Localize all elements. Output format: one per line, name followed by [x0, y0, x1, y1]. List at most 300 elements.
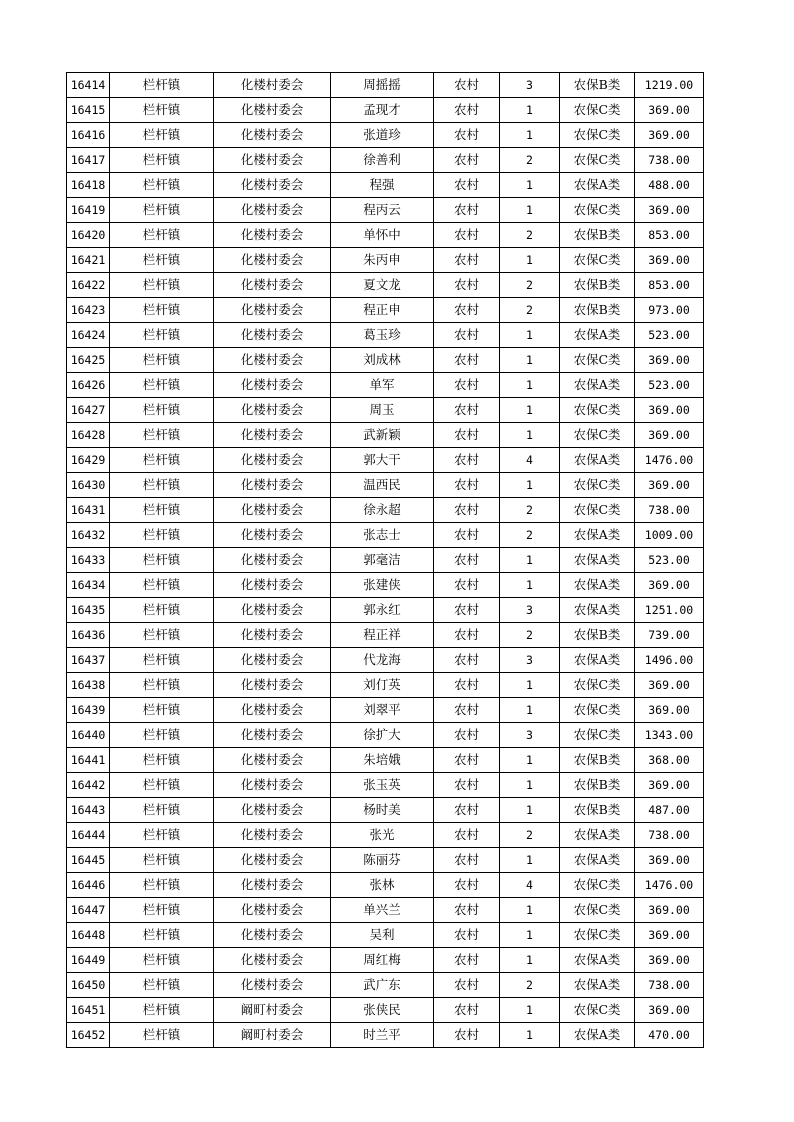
amount-cell: 369.00 — [635, 673, 704, 698]
name-cell: 刘仃英 — [331, 673, 434, 698]
table-row — [67, 948, 704, 973]
name-cell: 张志士 — [331, 523, 434, 548]
category-cell: 农保C类 — [560, 498, 635, 523]
amount-cell: 488.00 — [635, 173, 704, 198]
record-id-cell: 16451 — [67, 998, 110, 1023]
area-type-cell: 农村 — [434, 448, 500, 473]
amount-cell: 1219.00 — [635, 73, 704, 98]
area-type-cell: 农村 — [434, 73, 500, 98]
town-cell: 栏杆镇 — [110, 123, 214, 148]
town-cell: 栏杆镇 — [110, 148, 214, 173]
village-committee-cell: 化楼村委会 — [214, 973, 331, 998]
town-cell: 栏杆镇 — [110, 348, 214, 373]
category-cell: 农保C类 — [560, 998, 635, 1023]
table-row — [67, 848, 704, 873]
record-id-cell: 16418 — [67, 173, 110, 198]
name-cell: 张光 — [331, 823, 434, 848]
table-row — [67, 673, 704, 698]
household-count-cell: 2 — [500, 148, 560, 173]
name-cell: 张侠民 — [331, 998, 434, 1023]
table-row — [67, 448, 704, 473]
village-committee-cell: 化楼村委会 — [214, 73, 331, 98]
village-committee-cell: 化楼村委会 — [214, 848, 331, 873]
name-cell: 张林 — [331, 873, 434, 898]
table-row — [67, 598, 704, 623]
amount-cell: 739.00 — [635, 623, 704, 648]
village-committee-cell: 化楼村委会 — [214, 898, 331, 923]
category-cell: 农保A类 — [560, 373, 635, 398]
category-cell: 农保A类 — [560, 523, 635, 548]
village-committee-cell: 化楼村委会 — [214, 348, 331, 373]
village-committee-cell: 化楼村委会 — [214, 448, 331, 473]
record-id-cell: 16432 — [67, 523, 110, 548]
name-cell: 郭永红 — [331, 598, 434, 623]
area-type-cell: 农村 — [434, 723, 500, 748]
record-id-cell: 16443 — [67, 798, 110, 823]
category-cell: 农保A类 — [560, 573, 635, 598]
name-cell: 葛玉珍 — [331, 323, 434, 348]
table-row — [67, 498, 704, 523]
village-committee-cell: 化楼村委会 — [214, 748, 331, 773]
record-id-cell: 16436 — [67, 623, 110, 648]
table-row — [67, 873, 704, 898]
area-type-cell: 农村 — [434, 1023, 500, 1048]
record-id-cell: 16422 — [67, 273, 110, 298]
amount-cell: 369.00 — [635, 573, 704, 598]
area-type-cell: 农村 — [434, 548, 500, 573]
name-cell: 程丙云 — [331, 198, 434, 223]
category-cell: 农保C类 — [560, 898, 635, 923]
category-cell: 农保C类 — [560, 723, 635, 748]
table-row — [67, 98, 704, 123]
record-id-cell: 16414 — [67, 73, 110, 98]
household-count-cell: 3 — [500, 723, 560, 748]
village-committee-cell: 化楼村委会 — [214, 873, 331, 898]
town-cell: 栏杆镇 — [110, 823, 214, 848]
area-type-cell: 农村 — [434, 773, 500, 798]
name-cell: 时兰平 — [331, 1023, 434, 1048]
town-cell: 栏杆镇 — [110, 848, 214, 873]
name-cell: 张玉英 — [331, 773, 434, 798]
category-cell: 农保C类 — [560, 698, 635, 723]
category-cell: 农保A类 — [560, 823, 635, 848]
category-cell: 农保A类 — [560, 598, 635, 623]
village-committee-cell: 化楼村委会 — [214, 373, 331, 398]
area-type-cell: 农村 — [434, 848, 500, 873]
amount-cell: 369.00 — [635, 898, 704, 923]
amount-cell: 738.00 — [635, 823, 704, 848]
household-count-cell: 1 — [500, 573, 560, 598]
category-cell: 农保B类 — [560, 748, 635, 773]
table-row — [67, 348, 704, 373]
household-count-cell: 1 — [500, 398, 560, 423]
name-cell: 刘翠平 — [331, 698, 434, 723]
village-committee-cell: 化楼村委会 — [214, 523, 331, 548]
household-count-cell: 2 — [500, 223, 560, 248]
category-cell: 农保C类 — [560, 98, 635, 123]
village-committee-cell: 化楼村委会 — [214, 123, 331, 148]
area-type-cell: 农村 — [434, 348, 500, 373]
table-row — [67, 148, 704, 173]
record-id-cell: 16427 — [67, 398, 110, 423]
amount-cell: 523.00 — [635, 373, 704, 398]
record-id-cell: 16434 — [67, 573, 110, 598]
table-row — [67, 398, 704, 423]
household-count-cell: 4 — [500, 873, 560, 898]
record-id-cell: 16424 — [67, 323, 110, 348]
record-id-cell: 16444 — [67, 823, 110, 848]
area-type-cell: 农村 — [434, 223, 500, 248]
village-committee-cell: 化楼村委会 — [214, 323, 331, 348]
amount-cell: 369.00 — [635, 398, 704, 423]
area-type-cell: 农村 — [434, 898, 500, 923]
household-count-cell: 1 — [500, 748, 560, 773]
household-count-cell: 1 — [500, 98, 560, 123]
town-cell: 栏杆镇 — [110, 448, 214, 473]
town-cell: 栏杆镇 — [110, 898, 214, 923]
amount-cell: 369.00 — [635, 698, 704, 723]
area-type-cell: 农村 — [434, 298, 500, 323]
town-cell: 栏杆镇 — [110, 423, 214, 448]
town-cell: 栏杆镇 — [110, 998, 214, 1023]
table-row — [67, 248, 704, 273]
table-body — [67, 73, 704, 1048]
record-id-cell: 16441 — [67, 748, 110, 773]
town-cell: 栏杆镇 — [110, 648, 214, 673]
village-committee-cell: 化楼村委会 — [214, 173, 331, 198]
category-cell: 农保A类 — [560, 448, 635, 473]
area-type-cell: 农村 — [434, 498, 500, 523]
area-type-cell: 农村 — [434, 248, 500, 273]
household-count-cell: 2 — [500, 823, 560, 848]
household-count-cell: 1 — [500, 198, 560, 223]
amount-cell: 369.00 — [635, 248, 704, 273]
household-count-cell: 1 — [500, 898, 560, 923]
household-count-cell: 2 — [500, 623, 560, 648]
amount-cell: 369.00 — [635, 848, 704, 873]
category-cell: 农保C类 — [560, 123, 635, 148]
name-cell: 杨时美 — [331, 798, 434, 823]
name-cell: 武广东 — [331, 973, 434, 998]
table-row — [67, 198, 704, 223]
record-id-cell: 16425 — [67, 348, 110, 373]
town-cell: 栏杆镇 — [110, 373, 214, 398]
name-cell: 张道珍 — [331, 123, 434, 148]
name-cell: 温西民 — [331, 473, 434, 498]
town-cell: 栏杆镇 — [110, 523, 214, 548]
village-committee-cell: 化楼村委会 — [214, 823, 331, 848]
table-row — [67, 573, 704, 598]
category-cell: 农保C类 — [560, 873, 635, 898]
amount-cell: 369.00 — [635, 998, 704, 1023]
area-type-cell: 农村 — [434, 98, 500, 123]
household-count-cell: 1 — [500, 373, 560, 398]
village-committee-cell: 阚町村委会 — [214, 998, 331, 1023]
record-id-cell: 16426 — [67, 373, 110, 398]
record-id-cell: 16423 — [67, 298, 110, 323]
town-cell: 栏杆镇 — [110, 248, 214, 273]
town-cell: 栏杆镇 — [110, 873, 214, 898]
record-id-cell: 16435 — [67, 598, 110, 623]
record-id-cell: 16419 — [67, 198, 110, 223]
name-cell: 武新颖 — [331, 423, 434, 448]
household-count-cell: 1 — [500, 348, 560, 373]
table-row — [67, 1023, 704, 1048]
category-cell: 农保A类 — [560, 973, 635, 998]
amount-cell: 369.00 — [635, 773, 704, 798]
amount-cell: 1476.00 — [635, 448, 704, 473]
table-row — [67, 773, 704, 798]
area-type-cell: 农村 — [434, 673, 500, 698]
town-cell: 栏杆镇 — [110, 948, 214, 973]
category-cell: 农保B类 — [560, 298, 635, 323]
amount-cell: 853.00 — [635, 223, 704, 248]
table-row — [67, 648, 704, 673]
household-count-cell: 1 — [500, 948, 560, 973]
household-count-cell: 2 — [500, 298, 560, 323]
amount-cell: 369.00 — [635, 948, 704, 973]
category-cell: 农保C类 — [560, 398, 635, 423]
household-count-cell: 1 — [500, 548, 560, 573]
table-row — [67, 923, 704, 948]
record-id-cell: 16430 — [67, 473, 110, 498]
name-cell: 郭大干 — [331, 448, 434, 473]
data-table — [66, 72, 704, 1048]
table-row — [67, 473, 704, 498]
household-count-cell: 1 — [500, 473, 560, 498]
table-row — [67, 798, 704, 823]
area-type-cell: 农村 — [434, 823, 500, 848]
table-row — [67, 698, 704, 723]
area-type-cell: 农村 — [434, 948, 500, 973]
area-type-cell: 农村 — [434, 598, 500, 623]
record-id-cell: 16429 — [67, 448, 110, 473]
record-id-cell: 16452 — [67, 1023, 110, 1048]
record-id-cell: 16440 — [67, 723, 110, 748]
household-count-cell: 4 — [500, 448, 560, 473]
category-cell: 农保C类 — [560, 423, 635, 448]
household-count-cell: 1 — [500, 173, 560, 198]
town-cell: 栏杆镇 — [110, 798, 214, 823]
village-committee-cell: 化楼村委会 — [214, 798, 331, 823]
household-count-cell: 3 — [500, 648, 560, 673]
record-id-cell: 16433 — [67, 548, 110, 573]
table-row — [67, 173, 704, 198]
area-type-cell: 农村 — [434, 173, 500, 198]
category-cell: 农保C类 — [560, 248, 635, 273]
record-id-cell: 16420 — [67, 223, 110, 248]
town-cell: 栏杆镇 — [110, 923, 214, 948]
town-cell: 栏杆镇 — [110, 748, 214, 773]
amount-cell: 369.00 — [635, 198, 704, 223]
area-type-cell: 农村 — [434, 198, 500, 223]
area-type-cell: 农村 — [434, 523, 500, 548]
area-type-cell: 农村 — [434, 123, 500, 148]
household-count-cell: 2 — [500, 498, 560, 523]
area-type-cell: 农村 — [434, 748, 500, 773]
town-cell: 栏杆镇 — [110, 723, 214, 748]
town-cell: 栏杆镇 — [110, 98, 214, 123]
household-count-cell: 2 — [500, 973, 560, 998]
name-cell: 单兴兰 — [331, 898, 434, 923]
area-type-cell: 农村 — [434, 648, 500, 673]
household-count-cell: 1 — [500, 423, 560, 448]
record-id-cell: 16428 — [67, 423, 110, 448]
category-cell: 农保A类 — [560, 948, 635, 973]
table-row — [67, 748, 704, 773]
category-cell: 农保B类 — [560, 273, 635, 298]
village-committee-cell: 化楼村委会 — [214, 198, 331, 223]
name-cell: 徐永超 — [331, 498, 434, 523]
category-cell: 农保A类 — [560, 848, 635, 873]
household-count-cell: 2 — [500, 523, 560, 548]
table-row — [67, 123, 704, 148]
household-count-cell: 1 — [500, 773, 560, 798]
name-cell: 刘成林 — [331, 348, 434, 373]
name-cell: 吴利 — [331, 923, 434, 948]
amount-cell: 470.00 — [635, 1023, 704, 1048]
table-row — [67, 323, 704, 348]
record-id-cell: 16438 — [67, 673, 110, 698]
table-row — [67, 723, 704, 748]
village-committee-cell: 化楼村委会 — [214, 98, 331, 123]
name-cell: 程正祥 — [331, 623, 434, 648]
record-id-cell: 16437 — [67, 648, 110, 673]
amount-cell: 523.00 — [635, 323, 704, 348]
town-cell: 栏杆镇 — [110, 398, 214, 423]
record-id-cell: 16417 — [67, 148, 110, 173]
name-cell: 徐善利 — [331, 148, 434, 173]
village-committee-cell: 化楼村委会 — [214, 248, 331, 273]
amount-cell: 487.00 — [635, 798, 704, 823]
table-row — [67, 223, 704, 248]
village-committee-cell: 化楼村委会 — [214, 948, 331, 973]
household-count-cell: 1 — [500, 923, 560, 948]
category-cell: 农保A类 — [560, 173, 635, 198]
name-cell: 徐扩大 — [331, 723, 434, 748]
area-type-cell: 农村 — [434, 473, 500, 498]
table-row — [67, 973, 704, 998]
town-cell: 栏杆镇 — [110, 298, 214, 323]
amount-cell: 369.00 — [635, 923, 704, 948]
household-count-cell: 3 — [500, 73, 560, 98]
name-cell: 程正申 — [331, 298, 434, 323]
table-row — [67, 373, 704, 398]
village-committee-cell: 化楼村委会 — [214, 423, 331, 448]
area-type-cell: 农村 — [434, 573, 500, 598]
category-cell: 农保C类 — [560, 148, 635, 173]
area-type-cell: 农村 — [434, 798, 500, 823]
table-row — [67, 548, 704, 573]
town-cell: 栏杆镇 — [110, 973, 214, 998]
name-cell: 程强 — [331, 173, 434, 198]
village-committee-cell: 化楼村委会 — [214, 623, 331, 648]
village-committee-cell: 化楼村委会 — [214, 148, 331, 173]
household-count-cell: 1 — [500, 998, 560, 1023]
category-cell: 农保C类 — [560, 198, 635, 223]
household-count-cell: 1 — [500, 698, 560, 723]
town-cell: 栏杆镇 — [110, 173, 214, 198]
record-id-cell: 16447 — [67, 898, 110, 923]
category-cell: 农保C类 — [560, 348, 635, 373]
category-cell: 农保A类 — [560, 323, 635, 348]
household-count-cell: 2 — [500, 273, 560, 298]
category-cell: 农保B类 — [560, 223, 635, 248]
village-committee-cell: 化楼村委会 — [214, 398, 331, 423]
name-cell: 周红梅 — [331, 948, 434, 973]
village-committee-cell: 化楼村委会 — [214, 773, 331, 798]
amount-cell: 369.00 — [635, 98, 704, 123]
category-cell: 农保A类 — [560, 1023, 635, 1048]
town-cell: 栏杆镇 — [110, 73, 214, 98]
record-id-cell: 16415 — [67, 98, 110, 123]
name-cell: 张建侠 — [331, 573, 434, 598]
area-type-cell: 农村 — [434, 273, 500, 298]
name-cell: 单怀中 — [331, 223, 434, 248]
amount-cell: 1251.00 — [635, 598, 704, 623]
record-id-cell: 16449 — [67, 948, 110, 973]
record-id-cell: 16421 — [67, 248, 110, 273]
record-id-cell: 16445 — [67, 848, 110, 873]
area-type-cell: 农村 — [434, 873, 500, 898]
area-type-cell: 农村 — [434, 148, 500, 173]
category-cell: 农保B类 — [560, 623, 635, 648]
household-count-cell: 1 — [500, 798, 560, 823]
area-type-cell: 农村 — [434, 373, 500, 398]
town-cell: 栏杆镇 — [110, 198, 214, 223]
category-cell: 农保A类 — [560, 648, 635, 673]
town-cell: 栏杆镇 — [110, 223, 214, 248]
village-committee-cell: 化楼村委会 — [214, 473, 331, 498]
village-committee-cell: 化楼村委会 — [214, 298, 331, 323]
amount-cell: 1496.00 — [635, 648, 704, 673]
table-row — [67, 298, 704, 323]
amount-cell: 1009.00 — [635, 523, 704, 548]
record-id-cell: 16450 — [67, 973, 110, 998]
household-count-cell: 1 — [500, 673, 560, 698]
area-type-cell: 农村 — [434, 623, 500, 648]
category-cell: 农保B类 — [560, 73, 635, 98]
town-cell: 栏杆镇 — [110, 673, 214, 698]
name-cell: 郭毫洁 — [331, 548, 434, 573]
record-id-cell: 16448 — [67, 923, 110, 948]
amount-cell: 369.00 — [635, 473, 704, 498]
town-cell: 栏杆镇 — [110, 323, 214, 348]
town-cell: 栏杆镇 — [110, 498, 214, 523]
household-count-cell: 1 — [500, 1023, 560, 1048]
village-committee-cell: 化楼村委会 — [214, 498, 331, 523]
name-cell: 周玉 — [331, 398, 434, 423]
town-cell: 栏杆镇 — [110, 773, 214, 798]
record-id-cell: 16431 — [67, 498, 110, 523]
village-committee-cell: 化楼村委会 — [214, 648, 331, 673]
table-row — [67, 73, 704, 98]
area-type-cell: 农村 — [434, 973, 500, 998]
village-committee-cell: 化楼村委会 — [214, 923, 331, 948]
category-cell: 农保C类 — [560, 923, 635, 948]
table-row — [67, 898, 704, 923]
name-cell: 朱培娥 — [331, 748, 434, 773]
area-type-cell: 农村 — [434, 923, 500, 948]
category-cell: 农保A类 — [560, 548, 635, 573]
name-cell: 单军 — [331, 373, 434, 398]
household-count-cell: 1 — [500, 323, 560, 348]
village-committee-cell: 化楼村委会 — [214, 573, 331, 598]
category-cell: 农保C类 — [560, 673, 635, 698]
town-cell: 栏杆镇 — [110, 548, 214, 573]
town-cell: 栏杆镇 — [110, 473, 214, 498]
area-type-cell: 农村 — [434, 698, 500, 723]
